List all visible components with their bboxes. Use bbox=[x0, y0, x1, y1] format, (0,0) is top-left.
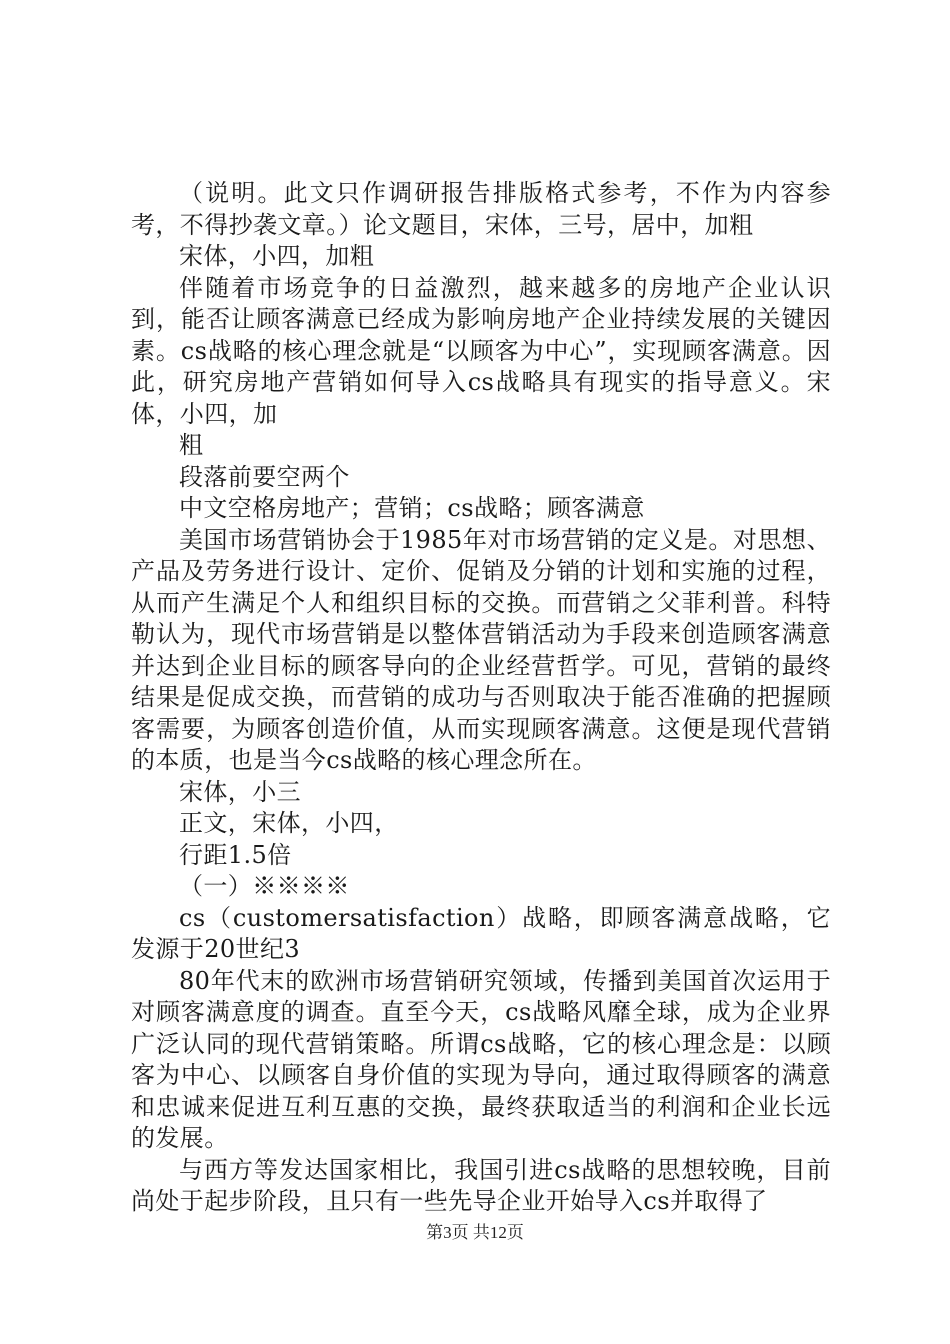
paragraph-body: 与西方等发达国家相比，我国引进cs战略的思想较晚，目前尚处于起步阶段，且只有一些先导企业开始导入cs并取得了 bbox=[131, 1155, 831, 1215]
paragraph-keywords: 中文空格房地产；营销；cs战略；顾客满意 bbox=[179, 494, 645, 522]
paragraph-format-hint: 宋体，小三 bbox=[179, 777, 301, 806]
paragraph-body: cs（customersatisfaction）战略，即顾客满意战略，它发源于20世纪3 bbox=[131, 903, 831, 963]
paragraph-format-hint: 粗 bbox=[179, 431, 204, 459]
paragraph-body: 80年代末的欧洲市场营销研究领域，传播到美国首次运用于对顾客满意度的调查。直至今天，cs战略风靡全球，成为企业界广泛认同的现代营销策略。所谓cs战略，它的核心理念是：以顾客为中心、以顾客自身价值的实现为导向，通过取得顾客的满意和忠诚来促进互利互惠的交换，最终获取适当的利润和企业长远的发展。 bbox=[131, 966, 831, 1152]
paragraph-body: 美国市场营销协会于1985年对市场营销的定义是。对思想、产品及劳务进行设计、定价、促销及分销的计划和实施的过程，从而产生满足个人和组织目标的交换。而营销之父菲利普。科特勒认为，现代市场营销是以整体营销活动为手段来创造顾客满意并达到企业目标的顾客导向的企业经营哲学。可见，营销的最终结果是促成交换，而营销的成功与否则取决于能否准确的把握顾客需要，为顾客创造价值，从而实现顾客满意。这便是现代营销的本质，也是当今cs战略的核心理念所在。 bbox=[131, 525, 831, 774]
paragraph-format-hint: 正文，宋体，小四， bbox=[179, 809, 399, 837]
document-body bbox=[131, 178, 831, 1218]
page-footer bbox=[0, 1218, 950, 1243]
paragraph-note: （说明。此文只作调研报告排版格式参考，不作为内容参考，不得抄袭文章。）论文题目，宋体，三号，居中，加粗 bbox=[131, 179, 831, 239]
page-number: 第3页 共12页 bbox=[426, 1223, 524, 1242]
paragraph-abstract: 伴随着市场竞争的日益激烈，越来越多的房地产企业认识到，能否让顾客满意已经成为影响房地产企业持续发展的关键因素。cs战略的核心理念就是“以顾客为中心”，实现顾客满意。因此，研究房地产营销如何导入cs战略具有现实的指导意义。宋体，小四，加 bbox=[131, 273, 831, 428]
paragraph-format-hint: 段落前要空两个 bbox=[179, 462, 350, 491]
section-heading: （一）※※※※ bbox=[179, 872, 350, 900]
paragraph-format-hint: 行距1.5倍 bbox=[179, 840, 292, 869]
paragraph-format-hint: 宋体，小四，加粗 bbox=[179, 242, 375, 270]
